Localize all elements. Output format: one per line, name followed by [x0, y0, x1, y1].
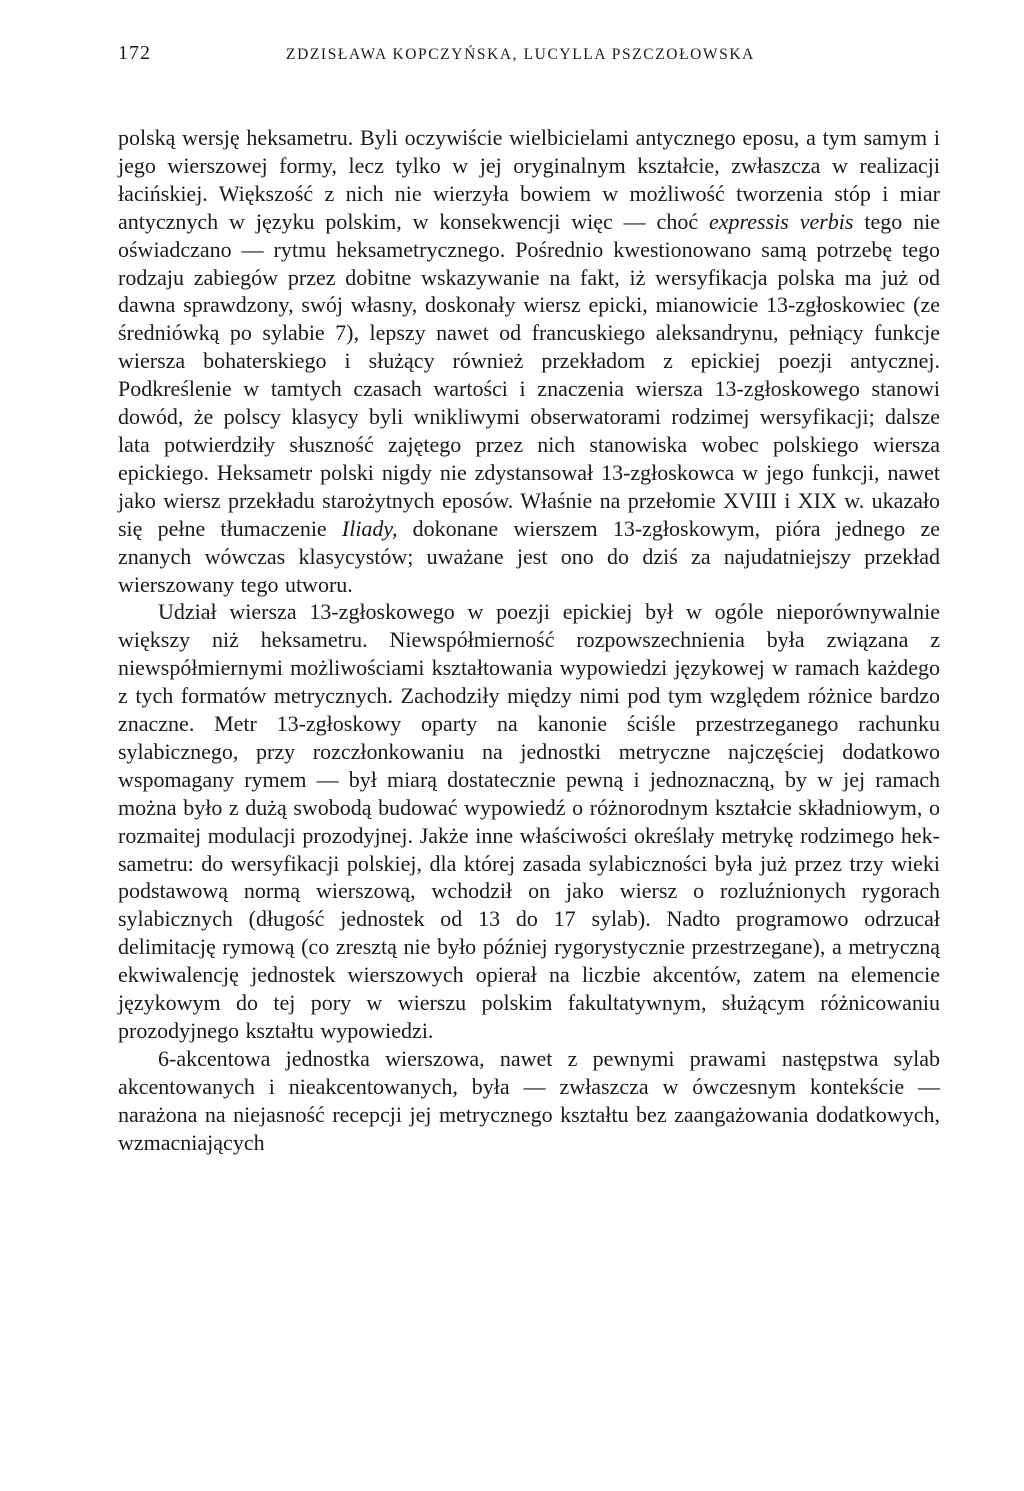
running-head-authors: ZDZISŁAWA KOPCZYŃSKA, LUCYLLA PSZCZOŁOWSKA [286, 46, 755, 63]
text-segment: tego nie oświadczano — rytmu heksametrycznego. Pośrednio kwestionowano samą potrzebę tego rodzaju zabiegów przez dobitne wskazywanie na fakt, iż wersyfikacja polska ma już od dawna sprawdzony, swój własny, doskonały wiersz epicki, mianowicie 13-zgłoskowiec (ze średniówką po sylabie 7), lepszy nawet od francuskiego aleksandrynu, pełniący funkcje wiersza bohaterskiego i służący również przekładom z epickiej poezji antycznej. Podkreślenie w tamtych czasach wartości i znaczenia wiersza 13-zgłoskowego stanowi dowód, że polscy klasycy byli wnikliwymi obserwatorami rodzimej wersyfikacji; dalsze lata potwierdziły słuszność zajętego przez nich stanowiska wobec polskiego wiersza epickiego. Heksametr polski nigdy nie zdystansował 13-zgłoskowca w jego funkcji, nawet jako wiersz przekładu starożytnych eposów. Właśnie na przełomie XVIII i XIX w. ukazało się pełne tłumaczenie [118, 208, 941, 541]
body-text [118, 124, 940, 1157]
paragraph-2 [118, 598, 940, 1045]
text-segment: Udział wiersza 13-zgłoskowego w poezji epickiej był w ogóle nieporównywalnie większy niż heksametru. Niewspółmierność rozpowszechnienia była związana z niewspółmiernymi możliwościami kształtowania wypowiedzi językowej w ramach każdego z tych formatów metrycznych. Zachodziły między nimi pod tym względem różnice bardzo znaczne. Metr 13-zgłoskowy oparty na kanonie ściśle przestrzeganego rachunku sylabicznego, przy rozczłonkowaniu na jednostki metryczne najczęściej dodatkowo wspomagany rymem — był miarą dostatecznie pewną i jednoznaczną, by w jej ramach można było z dużą swobodą budować wypowiedź o różnorodnym kształcie składniowym, o rozmaitej modulacji prozodyjnej. Jakże inne właściwości określały metrykę rodzimego heksametru: do wersyfikacji polskiej, dla której zasada sylabiczności była już przez trzy wieki podstawową normą wierszową, wchodził on jako wiersz o rozluźnionych rygorach sylabicznych (długość jednostek od 13 do 17 sylab). Nadto programowo odrzucał delimitację rymową (co zresztą nie było później rygorystycznie przestrzegane), a metryczną ekwiwalencję jednostek wierszowych opierał na liczbie akcentów, zatem na elemencie językowym do tej pory w wierszu polskim fakultatywnym, służącym różnicowaniu prozodyjnego kształtu wypowiedzi. [118, 599, 940, 1043]
italic-phrase-expressis-verbis: expressis verbis [708, 208, 854, 234]
paragraph-3 [118, 1045, 940, 1157]
text-segment: dokonane wierszem 13-zgłoskowym, pióra jednego ze znanych wówczas klasycystów; uważane jest ono do dziś za najudatniejszy przekład wierszowany tego utworu. [118, 515, 940, 597]
running-head [118, 36, 940, 76]
text-segment: 6-akcentowa jednostka wierszowa, nawet z pewnymi prawami następstwa sylab akcentowanych i nieakcentowanych, była — zwłaszcza w ówczesnym kontekście — narażona na niejasność recepcji jej metrycznego kształtu bez zaangażowania dodatkowych, wzmacniających [118, 1045, 940, 1155]
italic-title-iliady: Iliady, [341, 515, 398, 541]
page-number: 172 [118, 42, 151, 64]
paragraph-1 [118, 124, 940, 598]
text-segment: polską wersję heksametru. Byli oczywiście wielbicielami antycznego eposu, a tym samym i jego wierszowej formy, lecz tylko w jej oryginalnym kształcie, zwłaszcza w realizacji łacińskiej. Większość z nich nie wierzyła bowiem w możliwość tworzenia stóp i miar antycznych w języku polskim, w konsekwencji więc — choć [118, 125, 940, 234]
book-page [118, 36, 940, 1157]
